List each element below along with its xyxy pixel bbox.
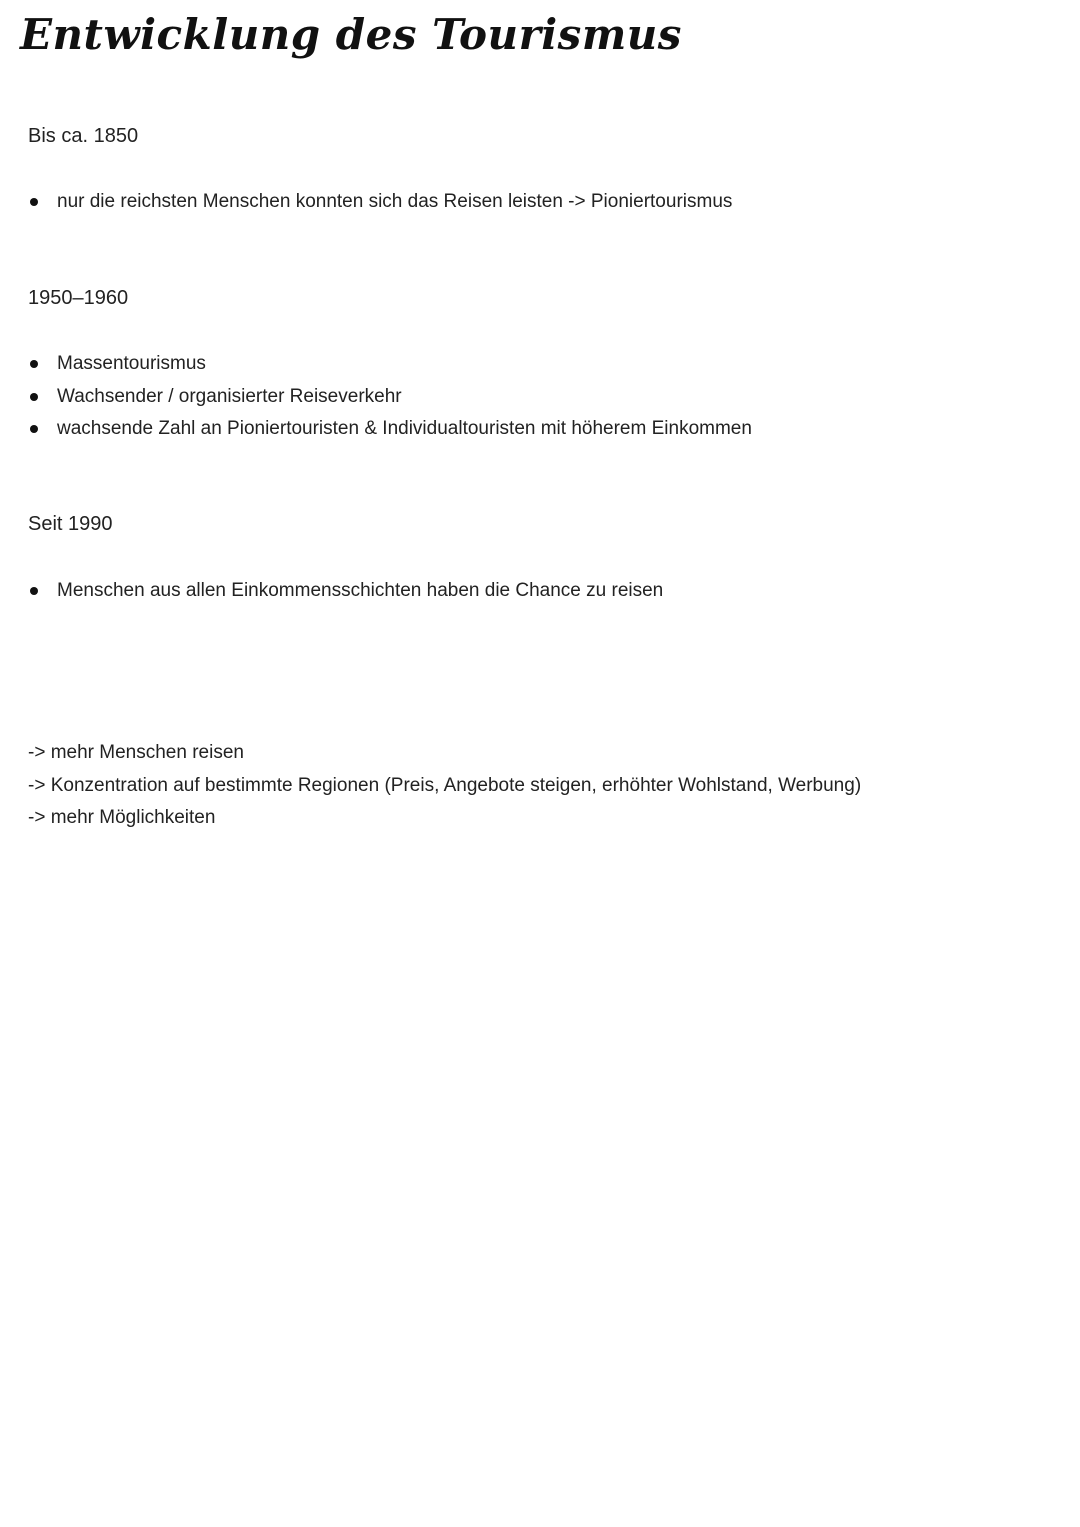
conclusion-line: -> mehr Menschen reisen (28, 742, 244, 763)
section-heading-1950-1960: 1950–1960 (28, 287, 129, 309)
bullet-list-1850 (28, 186, 732, 219)
list-item-text: nur die reichsten Menschen konnten sich das Reisen leisten -> Pioniertourismus (57, 191, 733, 212)
list-item (28, 186, 732, 219)
bullet-icon (30, 393, 38, 401)
list-item (28, 575, 663, 608)
bullet-icon (30, 198, 38, 206)
bullet-list-seit-1990 (28, 575, 663, 608)
list-item (28, 413, 752, 446)
conclusion-line: -> Konzentration auf bestimmte Regionen (Preis, Angebote steigen, erhöhter Wohlstand, Werbung) (28, 774, 862, 796)
list-item (28, 381, 752, 414)
section-heading-seit-1990: Seit 1990 (28, 513, 113, 535)
bullet-list-1950-1960 (28, 348, 752, 446)
bullet-icon (30, 587, 38, 595)
bullet-icon (30, 425, 38, 433)
list-item (28, 348, 752, 381)
list-item-text: Wachsender / organisierter Reiseverkehr (57, 385, 402, 407)
bullet-icon (30, 360, 38, 368)
list-item-text: wachsende Zahl an Pioniertouristen & Individualtouristen mit höherem Einkommen (57, 418, 752, 439)
list-item-text: Massentourismus (57, 353, 206, 374)
list-item-text: Menschen aus allen Einkommensschichten haben die Chance zu reisen (57, 580, 664, 601)
conclusions-block (28, 737, 861, 835)
conclusion-line: -> mehr Möglichkeiten (28, 807, 216, 828)
section-heading-1850: Bis ca. 1850 (28, 125, 139, 147)
page-title: Entwicklung des Tourismus (20, 10, 682, 59)
